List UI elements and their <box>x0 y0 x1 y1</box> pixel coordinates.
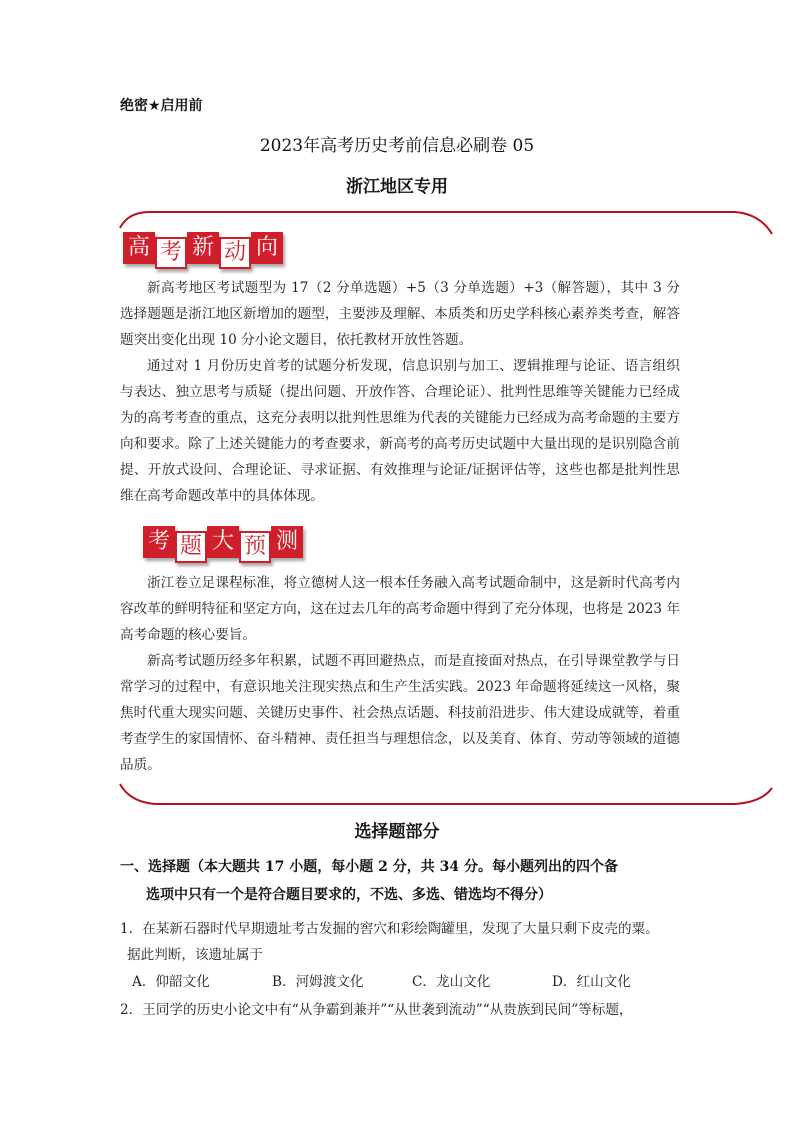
question-1 <box>120 916 690 968</box>
option-a: A．仰韶文化 <box>132 974 210 990</box>
banner-predictions <box>143 526 303 563</box>
option-c: C．龙山文化 <box>412 974 491 990</box>
confidential-label: 绝密★启用前 <box>120 98 203 114</box>
banner-char: 向 <box>251 232 283 264</box>
banner-char: 预 <box>239 531 271 563</box>
option-d: D．红山文化 <box>552 974 631 990</box>
question-1-options <box>132 970 692 990</box>
banner-char: 考 <box>155 237 187 269</box>
banner-char: 动 <box>219 237 251 269</box>
banner-char: 考 <box>143 526 175 558</box>
exam-subtitle: 浙江地区专用 <box>346 177 448 197</box>
banner-char: 高 <box>123 232 155 264</box>
choice-heading <box>120 853 680 909</box>
frame-top-arc <box>120 212 772 234</box>
option-b: B．河姆渡文化 <box>272 974 364 990</box>
question-2 <box>120 997 690 1023</box>
question-text: 2．王同学的历史小论文中有“从争霸到兼并”“从世袭到流动”“从贵族到民间”等标题， <box>120 1002 633 1018</box>
paragraph: 浙江卷立足课程标准，将立德树人这一根本任务融入高考试题命制中，这是新时代高考内容改革的鲜明特征和坚定方向，这在过去几年的高考命题中得到了充分体现，也将是 2023 年高考命题的核心要旨。 <box>120 575 680 643</box>
banner-char: 大 <box>207 526 239 558</box>
section-new-trends <box>120 275 680 509</box>
paragraph: 新高考试题历经多年积累，试题不再回避热点，而是直接面对热点，在引导课堂教学与日常学习的过程中，有意识地关注现实热点和生产生活实践。2023 年命题将延续这一风格，聚焦时代重大现实问题、关键历史事件、社会热点话题、科技前沿进步、伟大建设成就等，着重考查学生的家国情怀、奋斗精神、责任担当与理想信念，以及美育、体育、劳动等领域的道德品质。 <box>120 653 680 773</box>
frame-bottom-arc <box>120 784 772 804</box>
exam-title: 2023年高考历史考前信息必刷卷 05 <box>259 136 535 156</box>
question-text: 1．在某新石器时代早期遗址考古发掘的窖穴和彩绘陶罐里，发现了大量只剩下皮壳的粟。 <box>120 921 659 937</box>
choice-heading-line: 一、选择题（本大题共 17 小题，每小题 2 分，共 34 分。每小题列出的四个备 <box>120 859 618 875</box>
section-predictions <box>120 570 680 778</box>
paragraph: 通过对 1 月份历史首考的试题分析发现，信息识别与加工、逻辑推理与论证、语言组织与表达、独立思考与质疑（提出问题、开放作答、合理论证）、批判性思维等关键能力已经成为的高考考查的重点，这充分表明以批判性思维为代表的关键能力已经成为高考命题的主要方向和要求。除了上述关键能力的考查要求，新高考的高考历史试题中大量出现的是识别隐含前提、开放式设问、合理论证、寻求证据、有效推理与论证/证据评估等，这些也都是批判性思维在高考命题改革中的具体体现。 <box>120 358 680 504</box>
question-text: 据此判断，该遗址属于 <box>127 947 263 963</box>
banner-char: 测 <box>271 526 303 558</box>
paragraph: 新高考地区考试题型为 17（2 分单选题）+5（3 分单选题）+3（解答题），其中 3 分选择题题是浙江地区新增加的题型，主要涉及理解、本质类和历史学科核心素养类考查，解答题突出变化出现 10 分小论文题目，依托教材开放性答题。 <box>120 280 680 348</box>
choice-heading-line: 选项中只有一个是符合题目要求的，不选、多选、错选均不得分） <box>146 887 552 903</box>
banner-char: 题 <box>175 531 207 563</box>
choice-section-title: 选择题部分 <box>354 822 440 842</box>
banner-char: 新 <box>187 232 219 264</box>
banner-new-trends <box>123 232 283 269</box>
